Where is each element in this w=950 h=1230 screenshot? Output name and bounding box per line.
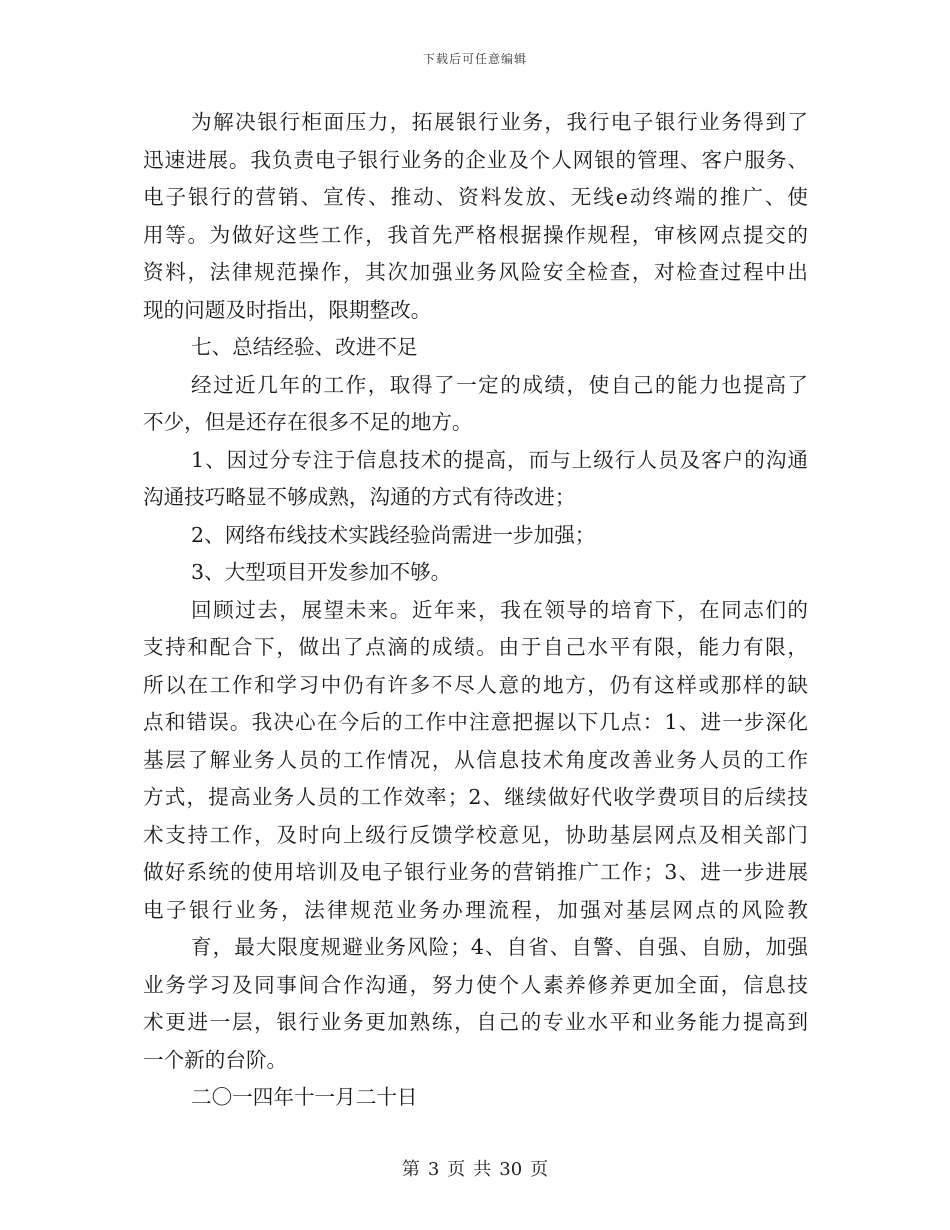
text-line: 点和错误。我决心在今后的工作中注意把握以下几点：1、进一步深化 [143,710,808,734]
footer-total-pages: 30 [499,1159,523,1180]
text-line: 方式，提高业务人员的工作效率；2、继续做好代收学费项目的后续技 [143,785,808,809]
text-line: 做好系统的使用培训及电子银行业务的营销推广工作；3、进一步进展 [143,860,808,884]
text-line: 沟通技巧略显不够成熟，沟通的方式有待改进； [143,485,576,509]
footer-total-prefix: 共 [473,1159,492,1180]
footer-page-label: 页 [447,1159,466,1180]
text-line: 二〇一四年十一月二十日 [191,1085,418,1109]
text-line: 术支持工作，及时向上级行反馈学校意见，协助基层网点及相关部门 [143,822,808,847]
text-line: 一个新的台阶。 [143,1047,288,1072]
text-line: 基层了解业务人员的工作情况，从信息技术角度改善业务人员的工作 [143,747,808,772]
text-line: 不少，但是还存在很多不足的地方。 [143,410,473,434]
text-line: 支持和配合下，做出了点滴的成绩。由于自己水平有限，能力有限， [143,635,808,659]
text-line: 1、因过分专注于信息技术的提高，而与上级行人员及客户的沟通 [191,447,808,472]
text-line: 七、总结经验、改进不足 [191,335,418,359]
text-line: 2、网络布线技术实践经验尚需进一步加强； [191,522,596,547]
text-line: 育，最大限度规避业务风险；4、自省、自警、自强、自励，加强 [191,935,808,959]
text-line: 所以在工作和学习中仍有许多不尽人意的地方，仍有这样或那样的缺 [143,672,808,697]
footer-prefix: 第 [401,1159,420,1180]
text-line: 业务学习及同事间合作沟通，努力使个人素养修养更加全面，信息技 [143,972,808,997]
text-line: 电子银行的营销、宣传、推动、资料发放、无线e动终端的推广、使 [143,185,808,209]
page-header: 下载后可任意编辑 [422,52,527,66]
text-line: 术更进一层，银行业务更加熟练，自己的专业水平和业务能力提高到 [143,1010,808,1034]
text-line: 经过近几年的工作，取得了一定的成绩，使自己的能力也提高了 [191,372,808,397]
text-line: 现的问题及时指出，限期整改。 [143,297,432,322]
text-line: 回顾过去，展望未来。近年来，我在领导的培育下，在同志们的 [191,597,808,622]
text-line: 资料，法律规范操作，其次加强业务风险安全检查，对检查过程中出 [143,260,808,284]
text-line: 3、大型项目开发参加不够。 [191,560,452,584]
text-line: 电子银行业务，法律规范业务办理流程，加强对基层网点的风险教 [143,897,808,922]
page-footer [0,1155,950,1181]
footer-page-number: 3 [427,1159,440,1180]
text-line: 用等。为做好这些工作，我首先严格根据操作规程，审核网点提交的 [143,222,808,247]
document-body [143,104,808,1117]
text-line: 为解决银行柜面压力，拓展银行业务，我行电子银行业务得到了 [191,110,808,134]
text-line: 迅速进展。我负责电子银行业务的企业及个人网银的管理、客户服务、 [143,147,808,172]
footer-total-label: 页 [530,1159,549,1180]
